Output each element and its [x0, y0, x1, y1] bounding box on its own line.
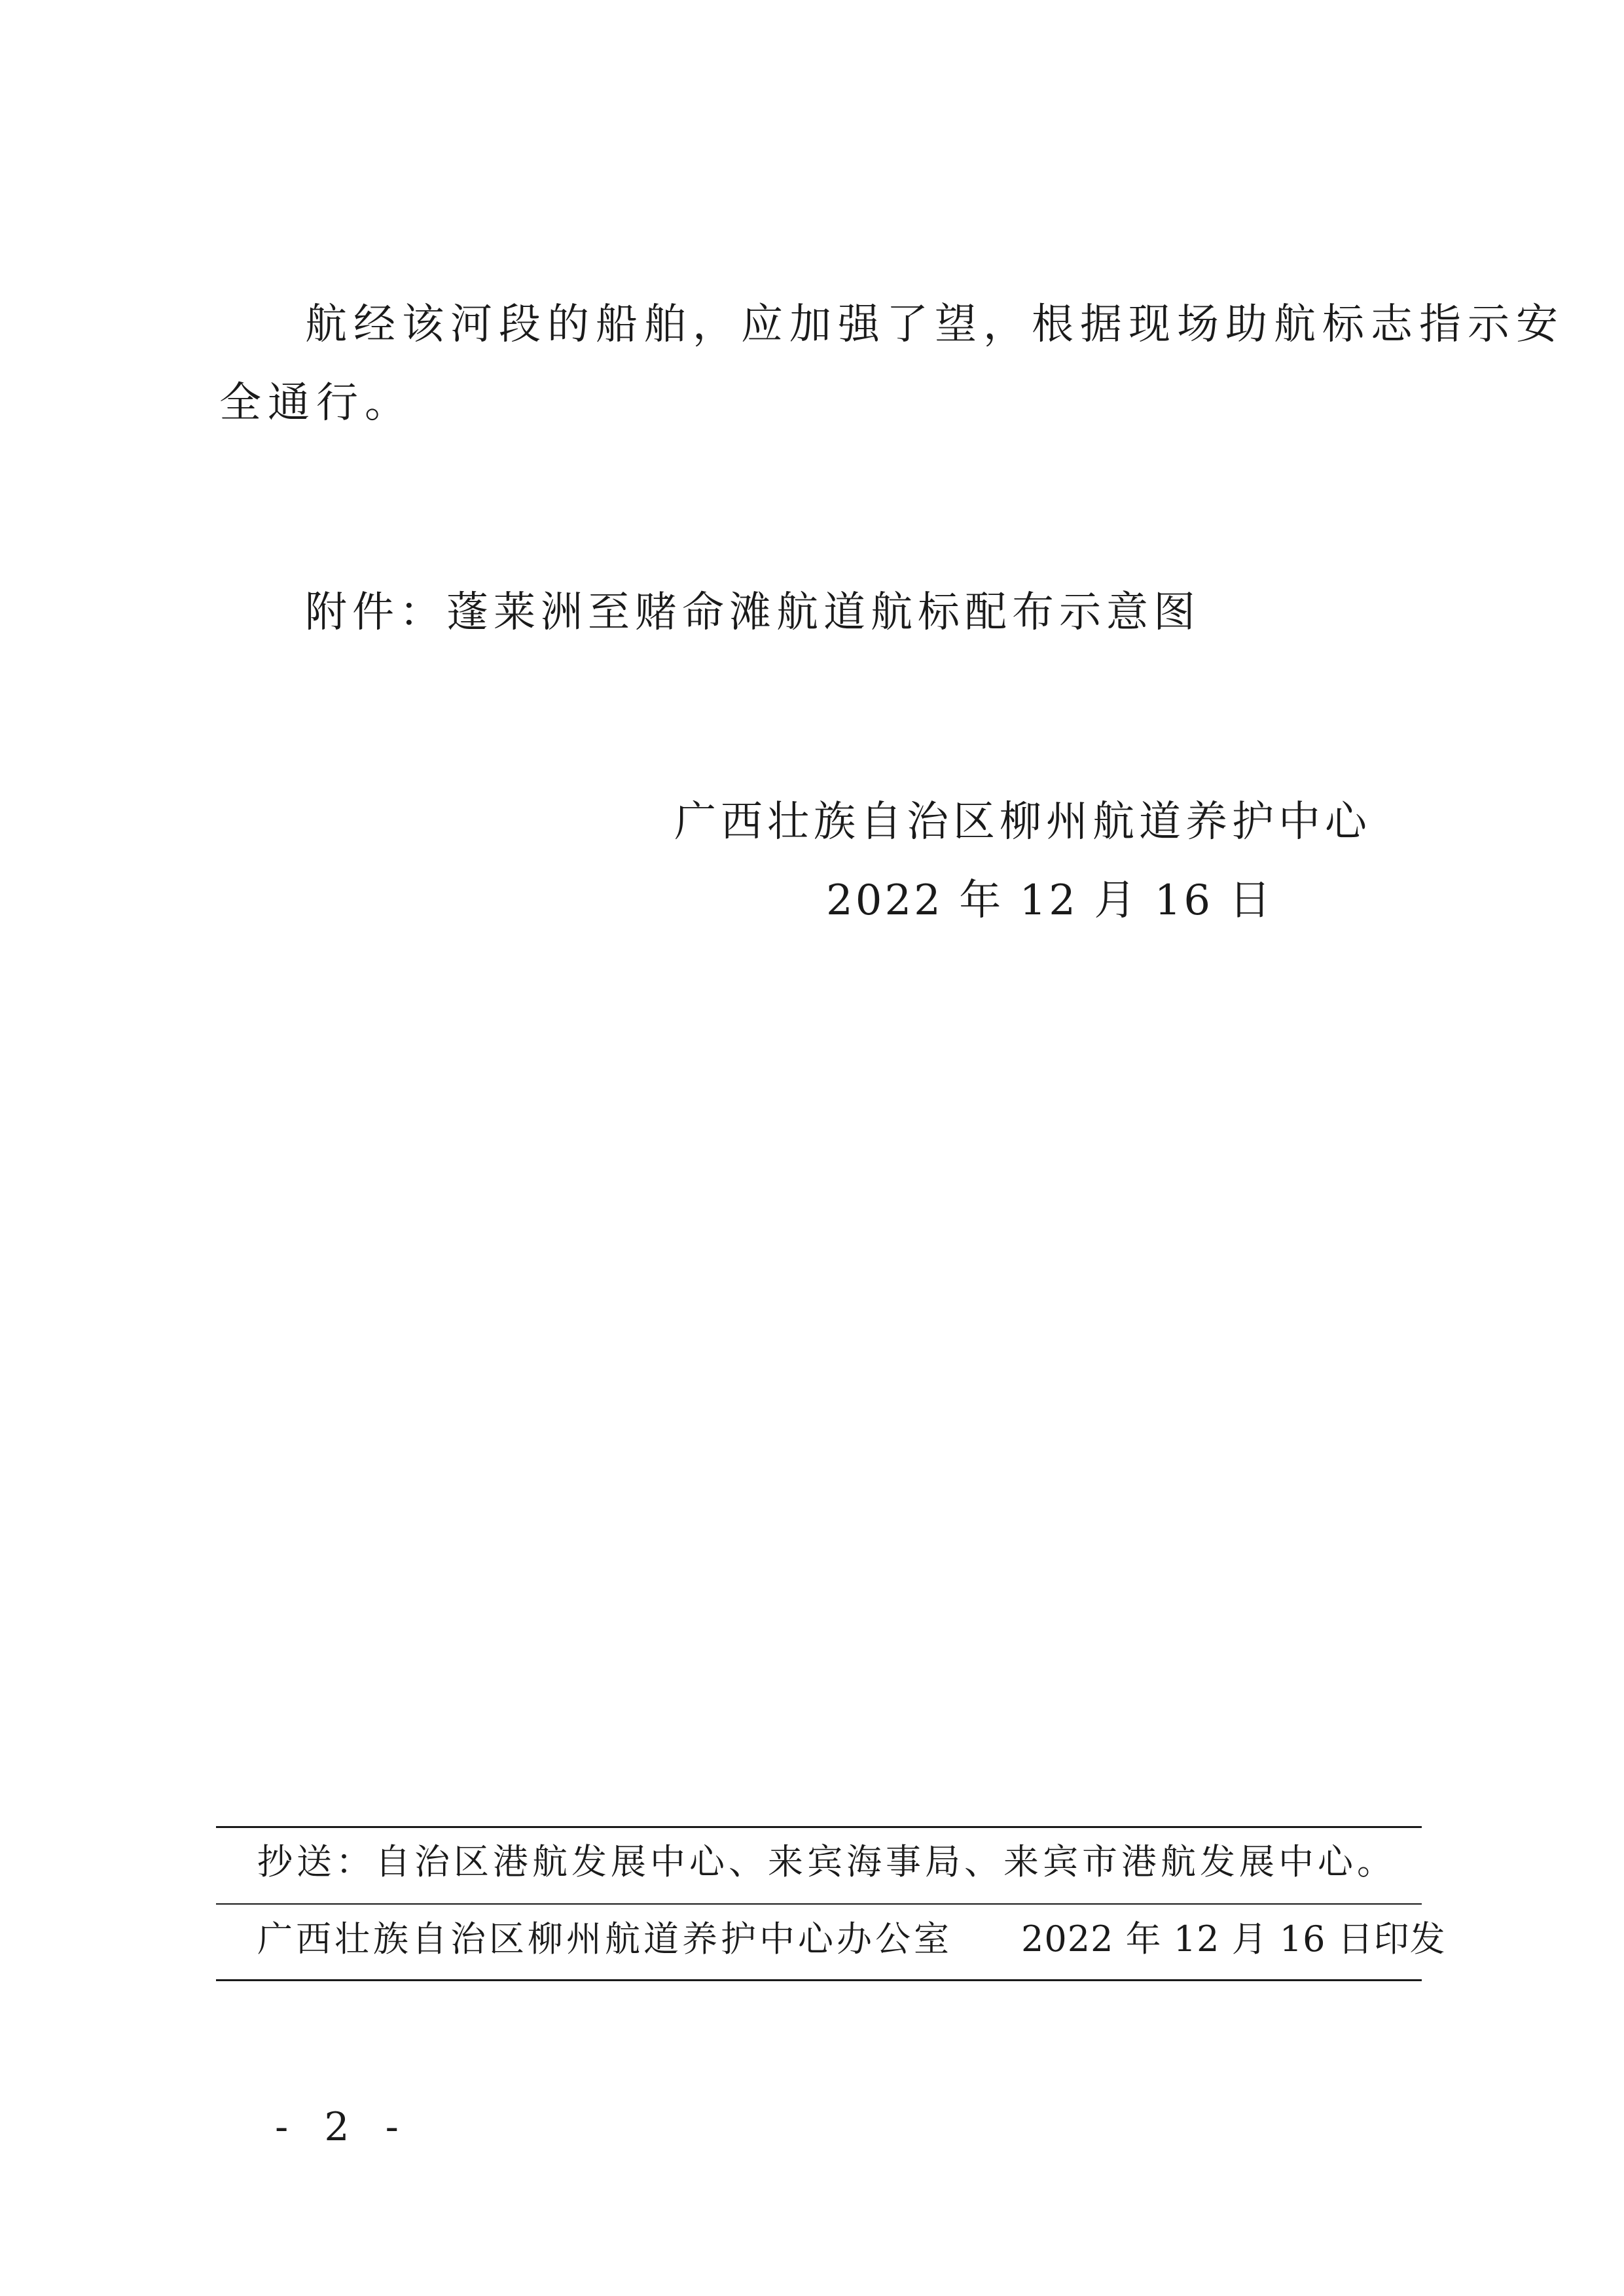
attachment-note: 附件：蓬莱洲至赌命滩航道航标配布示意图: [305, 588, 1200, 637]
issuer-signature: 广西壮族自治区柳州航道养护中心: [674, 798, 1371, 846]
cc-recipients: 抄送：自治区港航发展中心、来宾海事局、来宾市港航发展中心。: [257, 1841, 1396, 1882]
printed-date: 2022 年 12 月 16 日印发: [1021, 1918, 1446, 1960]
footer-rule-top: [216, 1826, 1422, 1828]
body-paragraph-line-1: 航经该河段的船舶，应加强了望，根据现场助航标志指示安: [305, 300, 1564, 349]
issuing-office: 广西壮族自治区柳州航道养护中心办公室: [257, 1918, 952, 1960]
footer-rule-middle: [216, 1903, 1422, 1905]
body-paragraph-line-2: 全通行。: [219, 379, 413, 427]
footer-rule-bottom: [216, 1979, 1422, 1981]
page-number: - 2 -: [275, 2104, 410, 2150]
issue-date: 2022 年 12 月 16 日: [826, 876, 1274, 925]
